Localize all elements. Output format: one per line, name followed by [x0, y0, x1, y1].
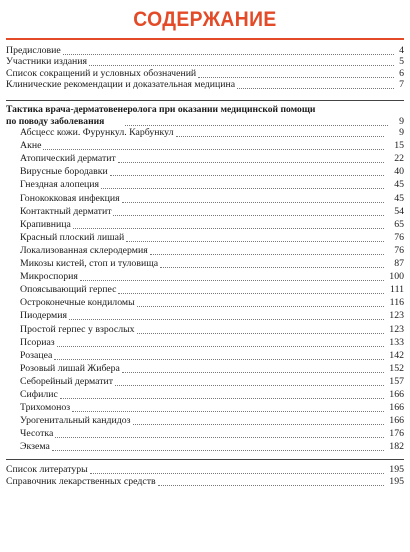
- toc-entry[interactable]: [0, 206, 410, 217]
- leader-dots: [89, 65, 394, 66]
- toc-entry[interactable]: [0, 140, 410, 151]
- toc-entry-page-number: 142: [389, 349, 404, 361]
- toc-entry-title: Клинические рекомендации и доказательная медицина: [6, 79, 236, 91]
- toc-entry-title: Опоясывающий герпес: [20, 284, 117, 296]
- toc-entry[interactable]: [0, 79, 410, 90]
- leader-dots: [101, 188, 384, 189]
- toc-entry[interactable]: [0, 297, 410, 308]
- toc-entry-title: Розовый лишай Жибера: [20, 362, 120, 374]
- toc-entry-page-number: 176: [389, 428, 404, 440]
- toc-entry-title: Трихомоноз: [20, 402, 71, 414]
- toc-entry[interactable]: [0, 271, 410, 282]
- leader-dots: [57, 346, 384, 347]
- leader-dots: [237, 88, 394, 89]
- toc-entry-title: Предисловие: [6, 45, 61, 56]
- toc-entry[interactable]: [0, 153, 410, 164]
- toc-entry-title: Экзема: [20, 441, 50, 453]
- leader-dots: [118, 162, 384, 163]
- leader-dots: [60, 398, 384, 399]
- toc-entry-title: Чесотка: [20, 428, 54, 440]
- toc-entry[interactable]: [0, 56, 410, 67]
- section-heading-page-number: 9: [399, 116, 404, 127]
- title-band: [0, 0, 410, 40]
- toc-entry[interactable]: [0, 464, 410, 475]
- toc-entry-title: Пиодермия: [20, 310, 67, 322]
- toc-entry-page-number: 116: [389, 297, 404, 309]
- toc-entry-page-number: 76: [394, 231, 404, 243]
- leader-dots: [126, 241, 384, 242]
- toc-entry[interactable]: [0, 402, 410, 413]
- toc-entry-title: Сифилис: [20, 389, 58, 400]
- toc-entry[interactable]: [0, 476, 410, 487]
- toc-entry[interactable]: [0, 363, 410, 374]
- toc-entry-title: Остроконечные кондиломы: [20, 297, 135, 309]
- toc-entry[interactable]: [0, 428, 410, 439]
- toc-entry-page-number: 182: [389, 441, 404, 453]
- toc-entry[interactable]: [0, 45, 410, 56]
- section-divider-bottom: [6, 459, 404, 460]
- leader-dots: [43, 149, 384, 150]
- title-underline: [6, 38, 404, 40]
- toc-entry-page-number: 22: [394, 153, 404, 165]
- leader-dots: [113, 215, 384, 216]
- toc-entry[interactable]: [0, 232, 410, 243]
- toc-entry-title: Крапивница: [20, 218, 71, 230]
- toc-entry-page-number: 54: [394, 205, 404, 217]
- toc-entry[interactable]: [0, 68, 410, 79]
- toc-entry-title: Микозы кистей, стоп и туловища: [20, 258, 159, 269]
- toc-entry[interactable]: [0, 441, 410, 452]
- leader-dots: [198, 77, 394, 78]
- toc-entry-page-number: 157: [389, 375, 404, 387]
- toc-entry-page-number: 100: [389, 271, 404, 283]
- toc-entry[interactable]: [0, 258, 410, 269]
- leader-dots: [125, 125, 388, 126]
- toc-entry-title: Акне: [20, 140, 42, 152]
- section-heading-line1: Тактика врача-дерматовенеролога при оказании медицинской помощи: [6, 104, 316, 115]
- toc-entry-page-number: 133: [389, 336, 404, 348]
- section-divider-top: [6, 100, 404, 101]
- section-heading-line2: по поводу заболевания: [6, 116, 105, 127]
- toc-entry[interactable]: [0, 324, 410, 335]
- toc-entry-title: Розацеа: [20, 349, 53, 361]
- page-title: СОДЕРЖАНИЕ: [133, 8, 277, 31]
- leader-dots: [133, 424, 384, 425]
- toc-entry-page-number: 195: [389, 464, 404, 475]
- leader-dots: [54, 359, 384, 360]
- toc-entry-page-number: 123: [389, 323, 404, 335]
- toc-entry-title: Вирусные бородавки: [20, 166, 108, 178]
- toc-entry[interactable]: [0, 350, 410, 361]
- leader-dots: [150, 254, 384, 255]
- leader-dots: [160, 267, 384, 268]
- toc-entry-page-number: 40: [394, 166, 404, 178]
- toc-entry[interactable]: [0, 219, 410, 230]
- toc-entry-page-number: 5: [399, 56, 404, 68]
- toc-entry-title: Список литературы: [6, 464, 88, 475]
- toc-entry[interactable]: [0, 415, 410, 426]
- toc-entry-title: Абсцесс кожи. Фурункул. Карбункул: [20, 127, 174, 138]
- leader-dots: [176, 136, 384, 137]
- toc-entry-title: Простой герпес у взрослых: [20, 323, 135, 335]
- leader-dots: [122, 202, 384, 203]
- toc-entry-title: Контактный дерматит: [20, 205, 112, 217]
- toc-entry-page-number: 166: [389, 402, 404, 414]
- toc-entry-page-number: 152: [389, 362, 404, 374]
- leader-dots: [90, 473, 384, 474]
- toc-entry-page-number: 9: [399, 127, 404, 138]
- toc-entry-page-number: 166: [389, 389, 404, 400]
- toc-entry-page-number: 7: [399, 79, 404, 91]
- leader-dots: [137, 333, 384, 334]
- toc-entry-title: Список сокращений и условных обозначений: [6, 67, 197, 79]
- toc-entry-title: Гнездная алопеция: [20, 179, 100, 191]
- leader-dots: [137, 306, 384, 307]
- toc-entry-page-number: 111: [390, 284, 404, 296]
- toc-entry-page-number: 87: [394, 258, 404, 269]
- toc-entry[interactable]: [0, 310, 410, 321]
- leader-dots: [55, 437, 384, 438]
- toc-entry-title: Микроспория: [20, 271, 78, 283]
- toc-entry-page-number: 6: [399, 67, 404, 79]
- toc-entry-page-number: 76: [394, 244, 404, 256]
- toc-entry-page-number: 166: [389, 415, 404, 427]
- leader-dots: [158, 485, 384, 486]
- toc-entry[interactable]: [0, 179, 410, 190]
- toc-entry[interactable]: [0, 389, 410, 400]
- leader-dots: [69, 319, 384, 320]
- toc-entry-title: Атопический дерматит: [20, 153, 116, 165]
- toc-entry-page-number: 45: [394, 192, 404, 204]
- toc-entry[interactable]: [0, 284, 410, 295]
- leader-dots: [110, 175, 384, 176]
- toc-entry[interactable]: [0, 337, 410, 348]
- toc-entry-title: Псориаз: [20, 336, 55, 348]
- leader-dots: [122, 372, 384, 373]
- toc-entry-title: Красный плоский лишай: [20, 231, 125, 243]
- leader-dots: [73, 228, 384, 229]
- toc-entry-page-number: 123: [389, 310, 404, 322]
- leader-dots: [72, 411, 384, 412]
- toc-entry-title: Справочник лекарственных средств: [6, 476, 156, 488]
- section-heading-page-row: [0, 116, 410, 127]
- toc-entry-page-number: 65: [394, 218, 404, 230]
- leader-dots: [63, 54, 394, 55]
- toc-entry-page-number: 45: [394, 179, 404, 191]
- toc-entry-page-number: 195: [389, 476, 404, 488]
- toc-entry-title: Локализованная склеродермия: [20, 244, 148, 256]
- toc-entry-title: Урогенитальный кандидоз: [20, 415, 131, 427]
- toc-entry-page-number: 15: [394, 140, 404, 152]
- toc-entry-page-number: 4: [399, 45, 404, 56]
- toc-entry-title: Гонококковая инфекция: [20, 192, 120, 204]
- toc-entry[interactable]: [0, 376, 410, 387]
- toc-entry[interactable]: [0, 245, 410, 256]
- leader-dots: [80, 280, 384, 281]
- toc-entry-title: Себорейный дерматит: [20, 375, 114, 387]
- toc-entry[interactable]: [0, 193, 410, 204]
- toc-entry[interactable]: [0, 166, 410, 177]
- leader-dots: [115, 385, 384, 386]
- leader-dots: [118, 293, 384, 294]
- toc-entry-title: Участники издания: [6, 56, 88, 68]
- toc-entry[interactable]: [0, 127, 410, 138]
- leader-dots: [52, 450, 384, 451]
